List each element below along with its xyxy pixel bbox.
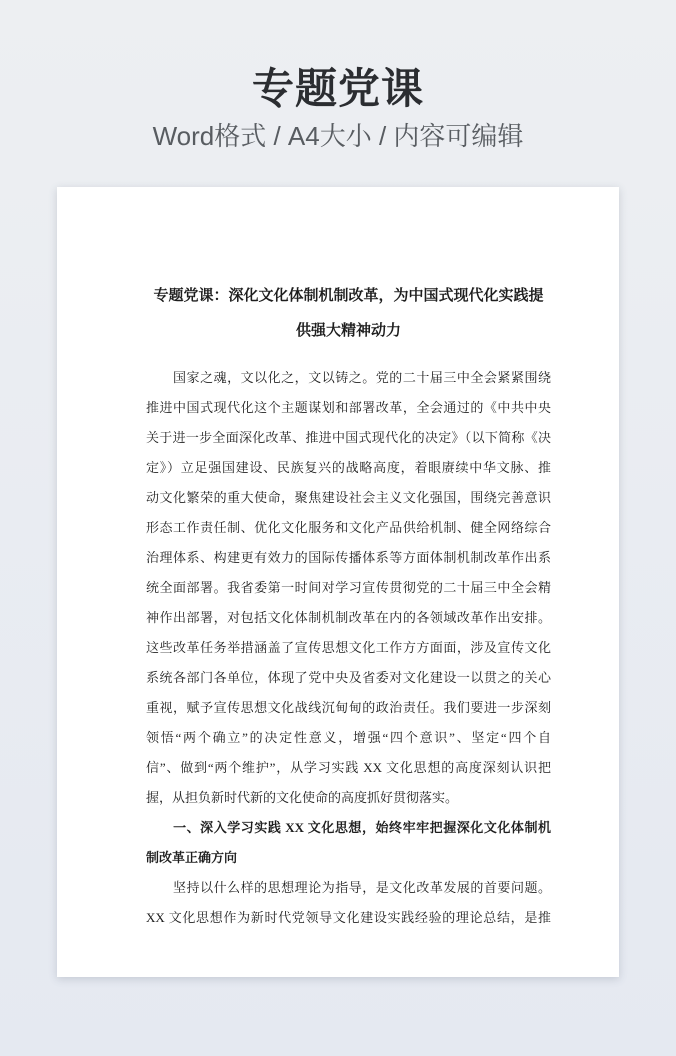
text-line: 握，从担负新时代新的文化使命的高度抓好贯彻落实。 [146,790,459,805]
paragraph-intro [146,363,551,813]
page-subtitle: Word格式 / A4大小 / 内容可编辑 [152,121,524,151]
text-line: 国家之魂，文以化之，文以铸之。党的二十届三中全会紧紧围绕 [146,370,551,385]
text-line: 定》）立足强国建设、民族复兴的战略高度，着眼赓续中华文脉、推 [146,460,551,475]
document-title [146,279,551,349]
text-line: 坚持以什么样的思想理论为指导，是文化改革发展的首要问题。 [146,880,551,895]
text-line: 信”、做到“两个维护”，从学习实践 XX 文化思想的高度深刻认识把 [146,760,551,775]
document-content [146,279,551,933]
text-line: 关于进一步全面深化改革、推进中国式现代化的决定》（以下简称《决 [146,430,551,445]
text-line: 制改革正确方向 [146,850,238,865]
text-line: 重视，赋予宣传思想文化战线沉甸甸的政治责任。我们要进一步深刻 [146,700,551,715]
text-line: 神作出部署，对包括文化体制机制改革在内的各领域改革作出安排。 [146,610,551,625]
text-line: 领悟“两个确立”的决定性意义，增强“四个意识”、坚定“四个自 [146,730,551,745]
text-line: 推进中国式现代化这个主题谋划和部署改革，全会通过的《中共中央 [146,400,551,415]
section-heading-1 [146,813,551,873]
text-line: 这些改革任务举措涵盖了宣传思想文化工作方方面面，涉及宣传文化 [146,640,551,655]
text-line: 治理体系、构建更有效力的国际传播体系等方面体制机制改革作出系 [146,550,551,565]
text-line: 供强大精神动力 [295,323,401,339]
text-line: 专题党课：深化文化体制机制改革，为中国式现代化实践提 [153,288,544,304]
text-line: 动文化繁荣的重大使命，聚焦建设社会主义文化强国，围绕完善意识 [146,490,551,505]
document-preview-page [57,187,619,977]
text-line: 统全面部署。我省委第一时间对学习宣传贯彻党的二十届三中全会精 [146,580,551,595]
paragraph-2 [146,873,551,933]
header [0,0,676,152]
page-title: 专题党课 [251,65,424,112]
text-line: 形态工作责任制、优化文化服务和文化产品供给机制、健全网络综合 [146,520,551,535]
text-line: XX 文化思想作为新时代党领导文化建设实践经验的理论总结，是推 [146,910,551,925]
text-line: 系统各部门各单位，体现了党中央及省委对文化建设一以贯之的关心 [146,670,551,685]
text-line: 一、深入学习实践 XX 文化思想，始终牢牢把握深化文化体制机 [146,820,551,835]
